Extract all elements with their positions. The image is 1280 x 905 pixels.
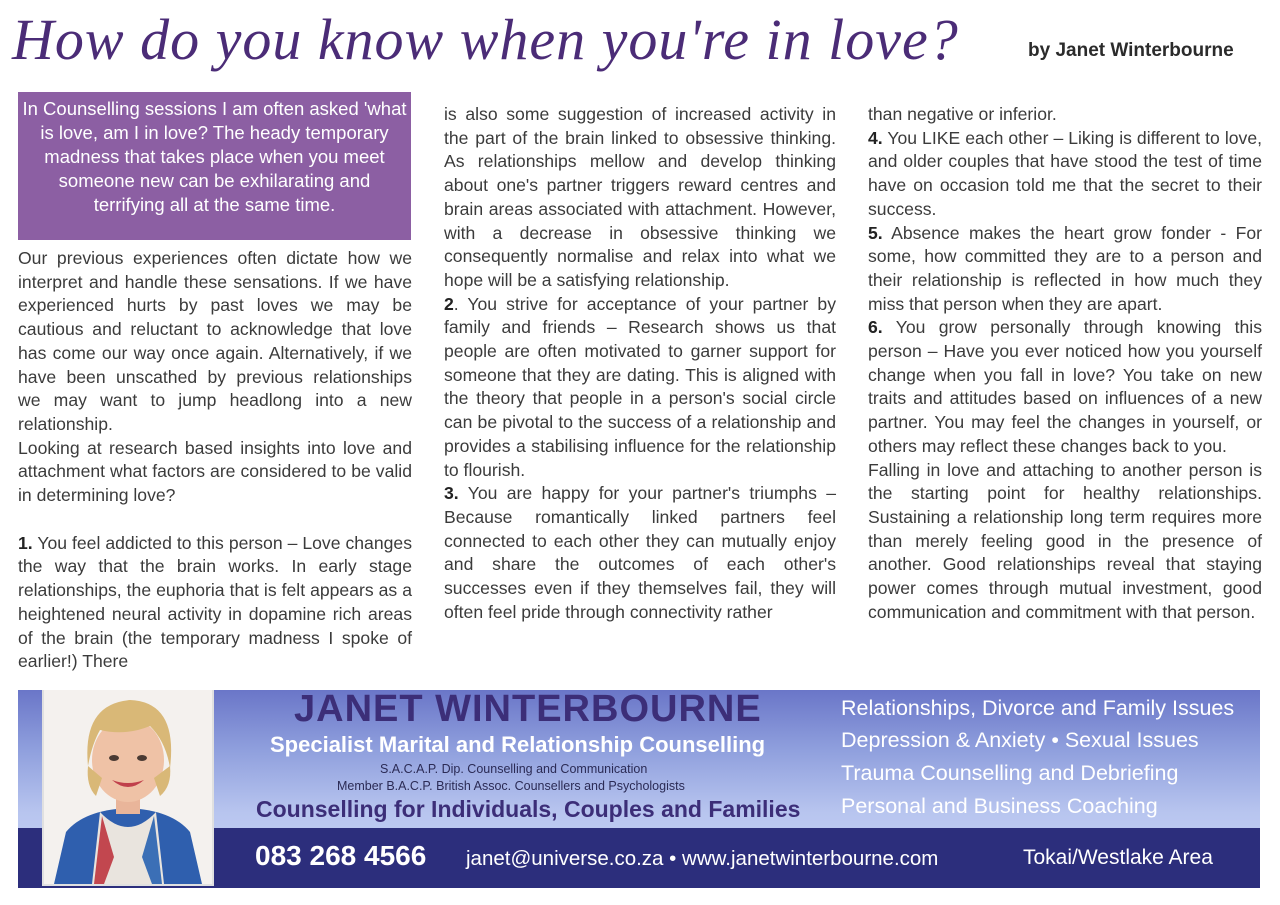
column-2 <box>444 103 836 624</box>
counsellor-name: JANET WINTERBOURNE <box>294 690 762 730</box>
list-item-6 <box>868 316 1262 458</box>
paragraph: Our previous experiences often dictate how we interpret and handle these sensations. If we have experienced hurts by past loves we may be cautious and reluctant to acknowledge that love has come our way once again. Alternatively, if we have been unscathed by previous relationships we may want to jump headlong into a new relationship. <box>18 248 412 434</box>
list-item-5 <box>868 222 1262 317</box>
item-number: 6. <box>868 317 883 338</box>
qualification-1: S.A.C.A.P. Dip. Counselling and Communication <box>380 762 648 776</box>
service-item: Personal and Business Coaching <box>841 794 1158 818</box>
advert-banner <box>18 690 1260 888</box>
item-number: 1. <box>18 532 33 553</box>
list-item-4 <box>868 127 1262 222</box>
email-and-website: janet@universe.co.za • www.janetwinterbourne.com <box>466 847 939 870</box>
item-text: Absence makes the heart grow fonder - For some, how committed they are to a person and their relationship is reflected in how much they miss that person when they are apart. <box>868 222 1262 314</box>
list-item-2 <box>444 293 836 483</box>
item-text: You grow personally through knowing this person – Have you ever noticed how you yourself change when you fall in love? You take on new traits and attitudes based on influences of a new partner. You may feel the changes in yourself, or others may reflect these changes back to you. <box>868 317 1262 456</box>
portrait-image <box>44 690 212 884</box>
item-number: 5. <box>868 222 883 243</box>
tagline: Counselling for Individuals, Couples and Families <box>256 796 801 822</box>
item-text: You are happy for your partner's triumphs –Because romantically linked partners feel connected to each other they can mutually enjoy and share the outcomes of each other's successes even if they themselves fail, they will often feel pride through connectivity rather <box>444 483 836 622</box>
portrait-photo <box>42 690 214 886</box>
paragraph: is also some suggestion of increased activity in the part of the brain linked to obsessive thinking. As relationships mellow and develop thinking about one's partner triggers reward centres and brain areas associated with attachment. However, with a decrease in obsessive thinking we consequently normalise and relax into what we hope will be a satisfying relationship. <box>444 104 836 290</box>
service-area: Tokai/Westlake Area <box>1023 846 1213 869</box>
specialty: Specialist Marital and Relationship Counselling <box>270 732 766 757</box>
item-text: You feel addicted to this person – Love changes the way that the brain works. In early stage relationships, the euphoria that is felt appears as a heightened neural activity in dopamine rich areas of the brain (the temporary madness I spoke of earlier!) There <box>18 532 412 672</box>
phone-number: 083 268 4566 <box>255 840 427 871</box>
service-item: Trauma Counselling and Debriefing <box>841 761 1179 785</box>
service-item: Relationships, Divorce and Family Issues <box>841 696 1235 720</box>
item-number: 2 <box>444 293 454 314</box>
list-item-1 <box>18 532 412 674</box>
intro-callout: In Counselling sessions I am often asked 'what is love, am I in love? The heady temporary madness that takes place when you meet someone new can be exhilarating and terrifying all at the same time. <box>18 92 411 240</box>
item-text: You LIKE each other – Liking is different to love, and older couples that have stood the test of time have on occasion told me that the secret to their success. <box>868 127 1262 219</box>
paragraph: Looking at research based insights into love and attachment what factors are considered to be valid in determining love? <box>18 437 412 506</box>
service-item: Depression & Anxiety • Sexual Issues <box>841 728 1199 752</box>
list-item-3 <box>444 482 836 624</box>
column-1 <box>18 247 412 674</box>
paragraph: Falling in love and attaching to another person is the starting point for healthy relationships. Sustaining a relationship long term requires more than merely feeling good in the presence of another. Good relationships reveal that staying power comes through mutual investment, good communication and commitment with that person. <box>868 459 1262 622</box>
item-number: 3. <box>444 483 459 504</box>
item-number: 4. <box>868 127 883 148</box>
paragraph: than negative or inferior. <box>868 104 1057 124</box>
qualification-2: Member B.A.C.P. British Assoc. Counsellers and Psychologists <box>337 779 685 793</box>
article-title: How do you know when you're in love? <box>12 7 959 72</box>
item-text: . You strive for acceptance of your partner by family and friends – Research shows us that people are often motivated to garner support for someone that they are dating. This is aligned with the theory that people in a person's social circle can be pivotal to the success of a relationship and provides a stabilising influence for the relationship to flourish. <box>444 293 836 480</box>
byline: by Janet Winterbourne <box>1028 40 1234 61</box>
column-3 <box>868 103 1262 624</box>
